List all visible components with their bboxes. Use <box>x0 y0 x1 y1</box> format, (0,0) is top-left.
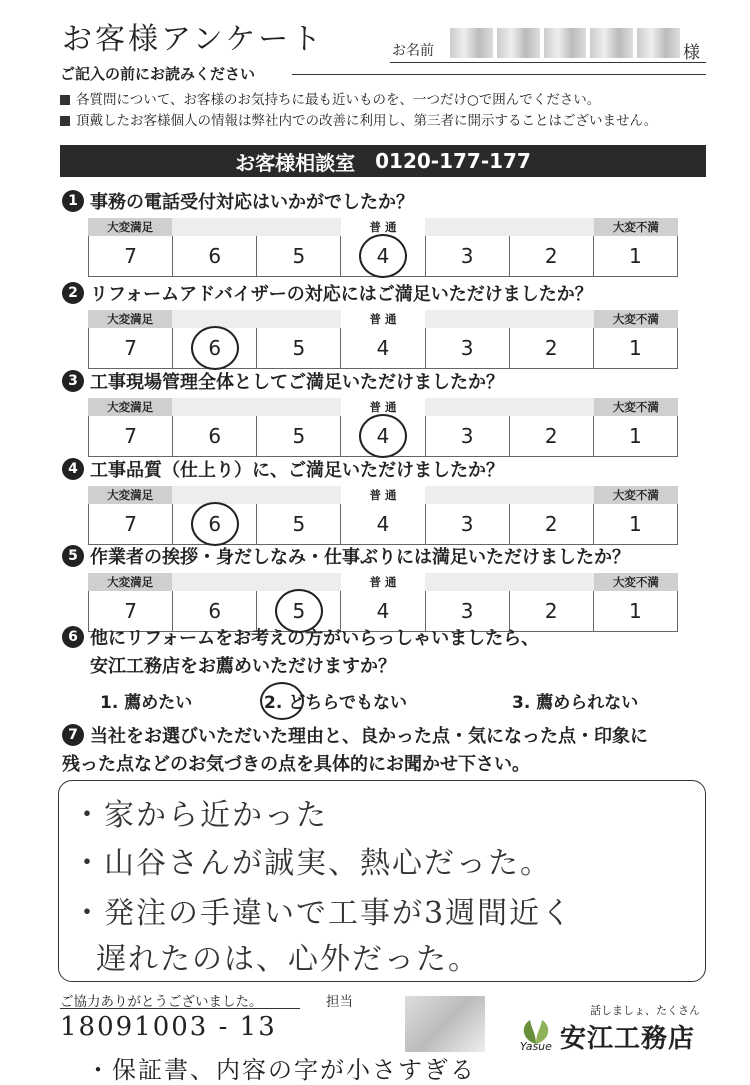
rating-value: 7 <box>124 424 137 448</box>
rating-option-3[interactable] <box>425 416 509 456</box>
question-number: 3 <box>62 370 84 392</box>
scale-label-mid: 普 通 <box>369 220 397 234</box>
question-number: 7 <box>62 724 84 746</box>
rating-option-2[interactable] <box>509 504 593 544</box>
question-text: 工事現場管理全体としてご満足いただけましたか？ <box>90 372 504 393</box>
thanks-rule <box>60 1008 300 1009</box>
q6-option-3[interactable]: 3. 薦められない <box>512 693 639 713</box>
rating-option-4[interactable] <box>340 236 424 276</box>
rating-value: 1 <box>629 244 642 268</box>
question-number: 6 <box>62 626 84 648</box>
rating-option-6[interactable] <box>172 236 256 276</box>
note-item: 頂戴したお客様個人の情報は弊社内での改善に利用し、第三者に開示することはございません。 <box>60 109 657 129</box>
answer-circle <box>359 414 407 458</box>
rating-value: 7 <box>124 599 137 623</box>
rating-value: 2 <box>544 599 558 623</box>
scale-label-gap <box>172 310 341 328</box>
scale-label-low: 大変不満 <box>594 218 678 236</box>
answer-circle <box>191 502 239 546</box>
rating-value: 6 <box>208 244 222 268</box>
scale-label-gap <box>425 486 594 504</box>
rating-value: 3 <box>460 336 474 360</box>
question-7-line2: 残った点などのお気づきの点を具体的にお聞かせ下さい。 <box>62 754 530 775</box>
rating-option-5[interactable] <box>256 236 340 276</box>
rating-value: 1 <box>629 512 642 536</box>
question-7 <box>62 722 648 748</box>
rating-option-2[interactable] <box>509 328 593 368</box>
rating-value: 4 <box>376 599 390 623</box>
rating-value: 4 <box>376 336 390 360</box>
note-item: 各質問について、お客様のお気持ちに最も近いものを、一つだけ○で囲んでください。 <box>60 88 600 108</box>
rating-option-1[interactable] <box>593 416 678 456</box>
question-number: 4 <box>62 458 84 480</box>
honorific: 様 <box>683 43 700 63</box>
scale-label-low: 大変不満 <box>594 310 678 328</box>
comment-line: ・発注の手違いで工事が3週間近く <box>72 896 574 931</box>
rating-value: 6 <box>208 512 222 536</box>
question-1 <box>62 188 414 214</box>
rating-option-7[interactable] <box>88 236 172 276</box>
notes-rule <box>292 74 706 75</box>
question-number: 1 <box>62 190 84 212</box>
rating-option-3[interactable] <box>425 328 509 368</box>
rating-scale <box>88 486 678 546</box>
rating-option-2[interactable] <box>509 236 593 276</box>
q6-option-2[interactable]: 2. どちらでもない <box>264 693 408 713</box>
scale-label-gap <box>172 218 341 236</box>
question-text: 作業者の挨拶・身だしなみ・仕事ぶりには満足いただけましたか？ <box>90 547 630 568</box>
rating-value: 2 <box>544 424 558 448</box>
rating-option-1[interactable] <box>593 504 678 544</box>
question-6 <box>62 624 539 650</box>
rating-option-4[interactable] <box>340 504 424 544</box>
rating-value: 6 <box>208 424 222 448</box>
rating-option-6[interactable] <box>172 416 256 456</box>
rating-value: 4 <box>376 512 390 536</box>
rating-value: 4 <box>376 244 390 268</box>
scale-label-low: 大変不満 <box>594 486 678 504</box>
comment-line: 遅れたのは、心外だった。 <box>96 942 480 977</box>
rating-option-5[interactable] <box>256 416 340 456</box>
answer-circle <box>191 326 239 370</box>
rating-option-1[interactable] <box>593 236 678 276</box>
scale-label-low: 大変不満 <box>594 573 678 591</box>
rating-value: 3 <box>460 512 474 536</box>
rating-value: 2 <box>544 512 558 536</box>
rating-option-7[interactable] <box>88 504 172 544</box>
question-text: 他にリフォームをお考えの方がいらっしゃいましたら、 <box>90 628 540 649</box>
rating-value: 5 <box>292 512 306 536</box>
logo-tagline: 話しましょ、たくさん <box>590 1004 700 1017</box>
rating-option-4[interactable] <box>340 416 424 456</box>
thanks-text: ご協力ありがとうございました。 <box>60 994 263 1010</box>
scale-label-high: 大変満足 <box>88 486 172 504</box>
logo-script: Yasue <box>520 1040 552 1053</box>
rating-value: 2 <box>544 336 558 360</box>
scale-label-mid: 普 通 <box>369 575 397 589</box>
rating-value: 7 <box>124 244 137 268</box>
rating-scale <box>88 310 678 370</box>
rating-scale <box>88 398 678 458</box>
question-6-line2: 安江工務店をお薦めいただけますか？ <box>90 656 396 677</box>
scale-label-mid: 普 通 <box>369 400 397 414</box>
scale-label-mid: 普 通 <box>369 488 397 502</box>
staff-label: 担当 <box>326 994 353 1010</box>
rating-option-7[interactable] <box>88 328 172 368</box>
rating-value: 5 <box>292 424 306 448</box>
name-line <box>390 62 706 63</box>
rating-value: 3 <box>460 244 474 268</box>
scale-label-gap <box>425 573 594 591</box>
rating-option-5[interactable] <box>256 328 340 368</box>
rating-value: 6 <box>208 599 222 623</box>
scale-label-gap <box>425 218 594 236</box>
scale-label-low: 大変不満 <box>594 398 678 416</box>
rating-option-4[interactable] <box>340 328 424 368</box>
scale-label-high: 大変満足 <box>88 398 172 416</box>
scale-label-gap <box>172 486 341 504</box>
name-label: お名前 <box>392 43 434 59</box>
contact-banner <box>60 145 706 177</box>
scale-label-high: 大変満足 <box>88 573 172 591</box>
form-title: お客様アンケート <box>62 22 325 57</box>
rating-option-5[interactable] <box>256 504 340 544</box>
scale-label-gap <box>425 310 594 328</box>
scale-label-gap <box>425 398 594 416</box>
rating-value: 7 <box>124 336 137 360</box>
rating-value: 6 <box>208 336 222 360</box>
question-number: 5 <box>62 545 84 567</box>
question-4 <box>62 456 504 482</box>
scale-label-gap <box>172 573 341 591</box>
question-3 <box>62 368 504 394</box>
rating-value: 3 <box>460 424 474 448</box>
question-text: 当社をお選びいただいた理由と、良かった点・気になった点・印象に <box>90 726 648 747</box>
rating-option-7[interactable] <box>88 416 172 456</box>
rating-value: 3 <box>460 599 474 623</box>
question-5 <box>62 543 630 569</box>
q6-option-1[interactable]: 1. 薦めたい <box>100 693 193 713</box>
question-text: リフォームアドバイザーの対応にはご満足いただけましたか？ <box>90 284 593 305</box>
company-logo: 安江工務店 <box>560 1024 696 1054</box>
question-text: 工事品質（仕上り）に、ご満足いただけましたか？ <box>90 460 504 481</box>
rating-value: 1 <box>629 336 642 360</box>
rating-value: 2 <box>544 244 558 268</box>
question-number: 2 <box>62 282 84 304</box>
rating-option-3[interactable] <box>425 504 509 544</box>
banner-phone: 0120-177-177 <box>375 149 531 173</box>
rating-value: 1 <box>629 424 642 448</box>
q6-options <box>100 688 650 713</box>
rating-value: 4 <box>376 424 390 448</box>
rating-value: 5 <box>292 336 306 360</box>
rating-option-6[interactable] <box>172 328 256 368</box>
rating-value: 5 <box>292 599 306 623</box>
rating-option-2[interactable] <box>509 416 593 456</box>
rating-scale <box>88 218 678 278</box>
rating-option-1[interactable] <box>593 591 678 631</box>
rating-value: 1 <box>629 599 642 623</box>
scale-label-mid: 普 通 <box>369 312 397 326</box>
scale-label-high: 大変満足 <box>88 310 172 328</box>
rating-value: 5 <box>292 244 306 268</box>
rating-value: 7 <box>124 512 137 536</box>
scale-label-high: 大変満足 <box>88 218 172 236</box>
rating-option-6[interactable] <box>172 504 256 544</box>
notes-heading: ご記入の前にお読みください <box>60 65 256 83</box>
rating-option-3[interactable] <box>425 236 509 276</box>
answer-circle <box>359 234 407 278</box>
form-code: 18091003 - 13 <box>60 1012 277 1042</box>
scale-label-gap <box>172 398 341 416</box>
banner-label: お客様相談室 <box>235 150 356 175</box>
staff-redacted <box>405 996 485 1052</box>
question-text: 事務の電話受付対応はいかがでしたか？ <box>90 192 414 213</box>
rating-option-1[interactable] <box>593 328 678 368</box>
question-2 <box>62 280 593 306</box>
bottom-note: ・保証書、内容の字が小さすぎる <box>86 1056 476 1084</box>
comment-line: ・家から近かった <box>72 798 328 833</box>
name-redacted <box>450 28 680 58</box>
comment-line: ・山谷さんが誠実、熱心だった。 <box>72 846 552 881</box>
answer-circle <box>260 682 304 720</box>
